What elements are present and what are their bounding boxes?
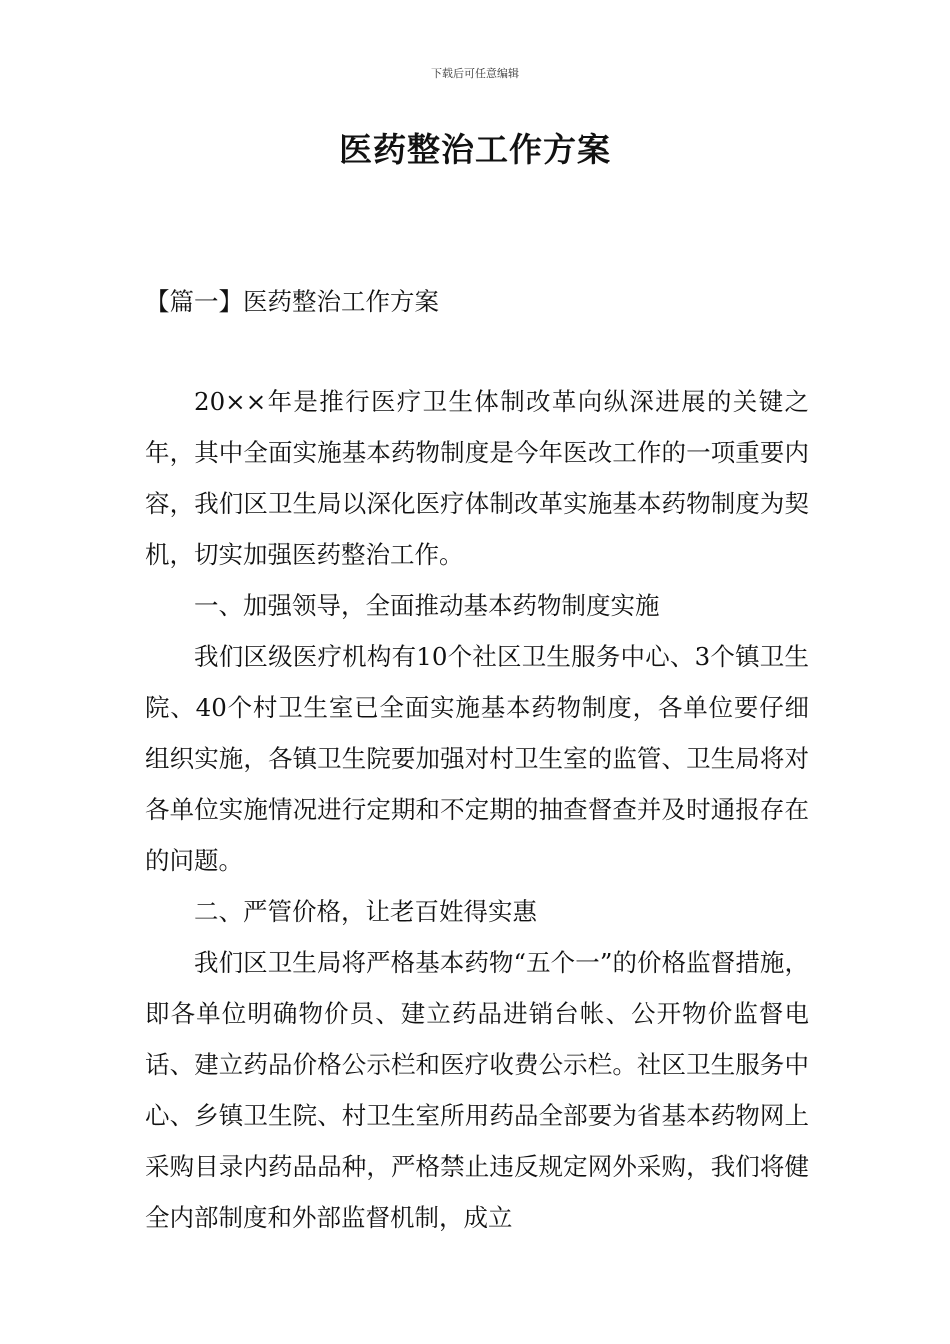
- document-title: 医药整治工作方案: [339, 130, 611, 169]
- paragraph-section-2: 我们区卫生局将严格基本药物“五个一”的价格监督措施，即各单位明确物价员、建立药品进销台帐、公开物价监督电话、建立药品价格公示栏和医疗收费公示栏。社区卫生服务中心、乡镇卫生院、村卫生室所用药品全部要为省基本药物网上采购目录内药品品种，严格禁止违反规定网外采购，我们将健全内部制度和外部监督机制，成立: [145, 948, 809, 1232]
- paragraph-intro: 20××年是推行医疗卫生体制改革向纵深进展的关键之年，其中全面实施基本药物制度是今年医改工作的一项重要内容，我们区卫生局以深化医疗体制改革实施基本药物制度为契机，切实加强医药整治工作。: [145, 387, 809, 569]
- paragraph-heading-2: 二、严管价格，让老百姓得实惠: [194, 897, 537, 926]
- paragraph-section-1: 我们区级医疗机构有10个社区卫生服务中心、3个镇卫生院、40个村卫生室已全面实施基本药物制度，各单位要仔细组织实施，各镇卫生院要加强对村卫生室的监管、卫生局将对各单位实施情况进行定期和不定期的抽查督查并及时通报存在的问题。: [145, 642, 809, 875]
- header-note: 下载后可任意编辑: [431, 67, 519, 80]
- paragraph-heading-1: 一、加强领导，全面推动基本药物制度实施: [194, 591, 660, 620]
- section-heading: 【篇一】医药整治工作方案: [145, 287, 439, 316]
- document-body: [145, 376, 809, 1243]
